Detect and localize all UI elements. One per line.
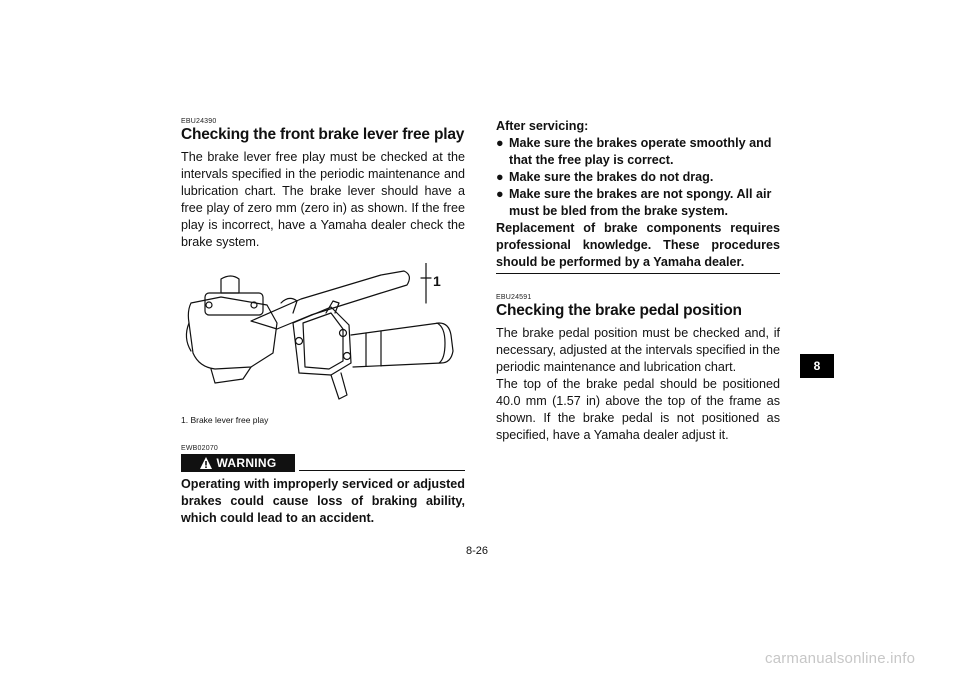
chapter-tab: 8 — [800, 354, 834, 378]
brake-lever-figure — [181, 263, 465, 413]
replacement-note: Replacement of brake components requires professional knowledge. These procedures should be performed by a Yamaha dealer. — [496, 220, 780, 274]
bullet-icon: ● — [496, 187, 504, 201]
warning-badge — [181, 454, 295, 472]
section-title: Checking the front brake lever free play — [181, 126, 465, 143]
section-body: The brake lever free play must be checked at the intervals specified in the periodic maintenance and lubrication chart. The brake lever should have a free play of zero mm (zero in) as shown. If the free play is incorrect, have a Yamaha dealer check the brake system. — [181, 150, 465, 249]
after-servicing-list — [496, 135, 780, 220]
list-item: ● Make sure the brakes are not spongy. All air must be bled from the brake system. — [496, 187, 772, 218]
warning-text: Operating with improperly serviced or adjusted brakes could cause loss of braking ability, which could lead to an accident. — [181, 477, 465, 525]
warning-rule — [299, 470, 465, 471]
watermark: carmanualsonline.info — [765, 650, 916, 667]
left-column — [181, 118, 465, 527]
warning-triangle-icon — [199, 456, 213, 470]
right-column — [496, 118, 780, 444]
free-play-callout: 1 — [433, 273, 441, 289]
bullet-icon: ● — [496, 170, 504, 184]
pedal-section — [496, 294, 780, 444]
warning-code: EWB02070 — [181, 445, 219, 452]
bullet-icon: ● — [496, 136, 504, 150]
section-body-2: The top of the brake pedal should be positioned 40.0 mm (1.57 in) above the top of the frame as shown. If the brake pedal is not positioned as specified, have a Yamaha dealer adjust it. — [496, 377, 780, 442]
list-item: ● Make sure the brakes do not drag. — [496, 170, 714, 184]
list-item: ● Make sure the brakes operate smoothly and that the free play is correct. — [496, 136, 772, 167]
warning-label: WARNING — [216, 456, 277, 470]
after-servicing-heading: After servicing: — [496, 119, 589, 133]
section-title: Checking the brake pedal position — [496, 302, 742, 319]
figure-caption: 1. Brake lever free play — [181, 415, 269, 425]
warning-header — [181, 454, 465, 472]
section-body-1: The brake pedal position must be checked and, if necessary, adjusted at the intervals specified in the periodic maintenance and lubrication chart. — [496, 326, 780, 374]
page-number: 8-26 — [466, 545, 489, 557]
brake-lever-illustration — [181, 263, 465, 413]
section-code: EBU24390 — [181, 118, 217, 125]
section-code: EBU24591 — [496, 294, 532, 301]
